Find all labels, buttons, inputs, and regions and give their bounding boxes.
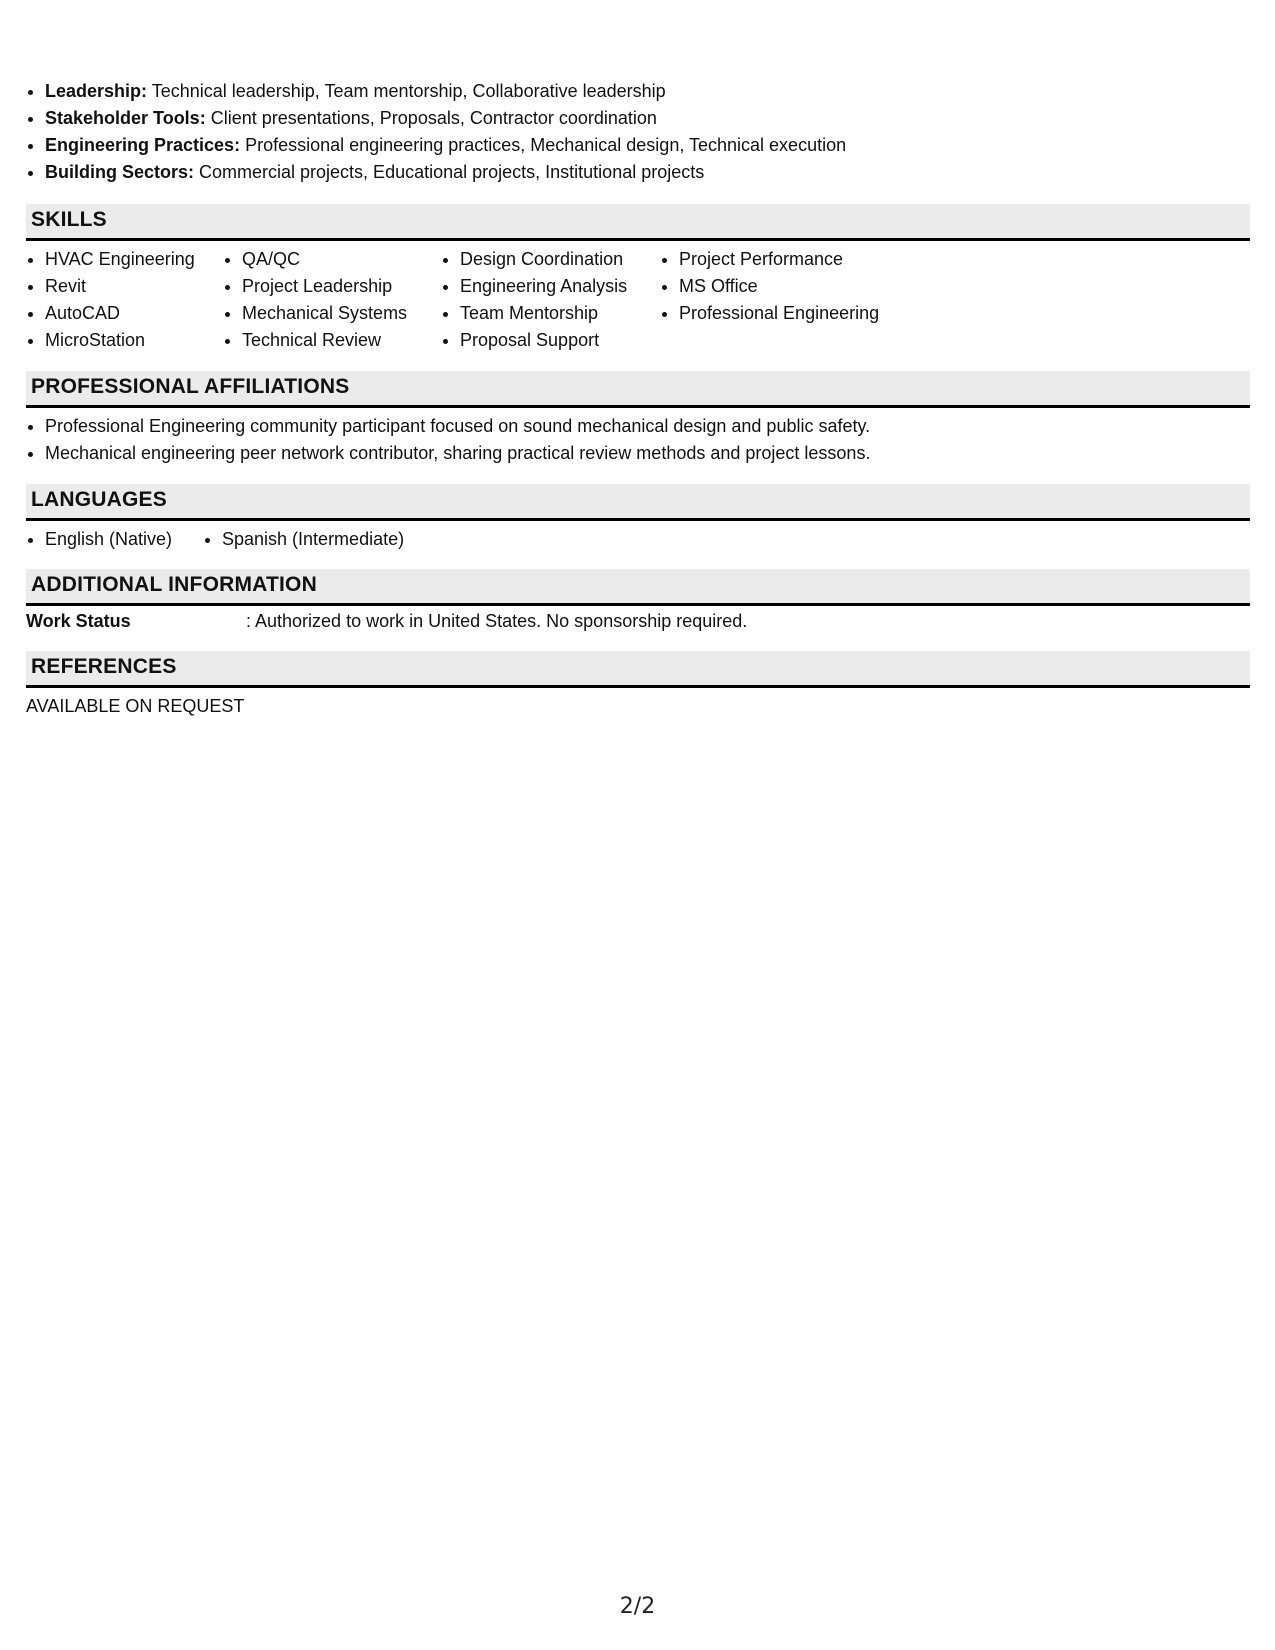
work-status-label: Work Status [26,611,131,631]
skill-item: • Technical Review [242,327,441,354]
skills-heading: SKILLS [26,204,1250,241]
skill-item: • QA/QC [242,246,441,273]
competency-label: Engineering Practices: [45,135,241,155]
languages-list [26,526,203,553]
references-heading: REFERENCES [26,651,1250,688]
affiliation-item: • Mechanical engineering peer network contributor, sharing practical review methods and project lessons. [45,440,1250,467]
competency-label: Leadership: [45,81,148,101]
list-item [45,105,1250,132]
skills-grid [26,241,1250,354]
skill-item: • Design Coordination [460,246,660,273]
affiliation-item: • Professional Engineering community participant focused on sound mechanical design and public safety. [45,413,1250,440]
references-text: AVAILABLE ON REQUEST [26,696,245,716]
languages-heading: LANGUAGES [26,484,1250,521]
competency-value: Client presentations, Proposals, Contractor coordination [205,108,657,128]
page-number: 2/2 [619,1594,656,1619]
skills-column [441,246,660,354]
skills-column [26,246,223,354]
resume-page [26,78,1250,720]
skill-item: • MS Office [679,273,899,300]
language-item: • English (Native) [45,526,203,553]
list-item [45,132,1250,159]
affiliations-heading: PROFESSIONAL AFFILIATIONS [26,371,1250,408]
competency-value: Commercial projects, Educational projects, Institutional projects [194,162,705,182]
list-item [45,159,1250,186]
competency-value: Professional engineering practices, Mechanical design, Technical execution [240,135,847,155]
competency-label: Building Sectors: [45,162,195,182]
work-status-value: : Authorized to work in United States. No sponsorship required. [246,611,748,631]
skills-column [660,246,899,354]
skill-item: • Team Mentorship [460,300,660,327]
skill-item: • Engineering Analysis [460,273,660,300]
languages-list [203,526,404,553]
additional-info-heading: ADDITIONAL INFORMATION [26,569,1250,606]
skill-item: • Proposal Support [460,327,660,354]
language-item: • Spanish (Intermediate) [222,526,404,553]
list-item [45,78,1250,105]
affiliations-list [26,413,1250,467]
skill-item: • AutoCAD [45,300,223,327]
skill-item: • HVAC Engineering [45,246,223,273]
competency-list [26,78,1250,186]
skill-item: • MicroStation [45,327,223,354]
competency-label: Stakeholder Tools: [45,108,206,128]
skill-item: • Project Leadership [242,273,441,300]
work-status-row [26,606,1250,635]
skill-item: • Professional Engineering [679,300,899,327]
affiliations-section [26,408,1250,467]
skill-item: • Mechanical Systems [242,300,441,327]
languages-row [26,521,1250,553]
skills-column [223,246,441,354]
skill-item: • Revit [45,273,223,300]
skill-item: • Project Performance [679,246,899,273]
competency-value: Technical leadership, Team mentorship, Collaborative leadership [147,81,666,101]
